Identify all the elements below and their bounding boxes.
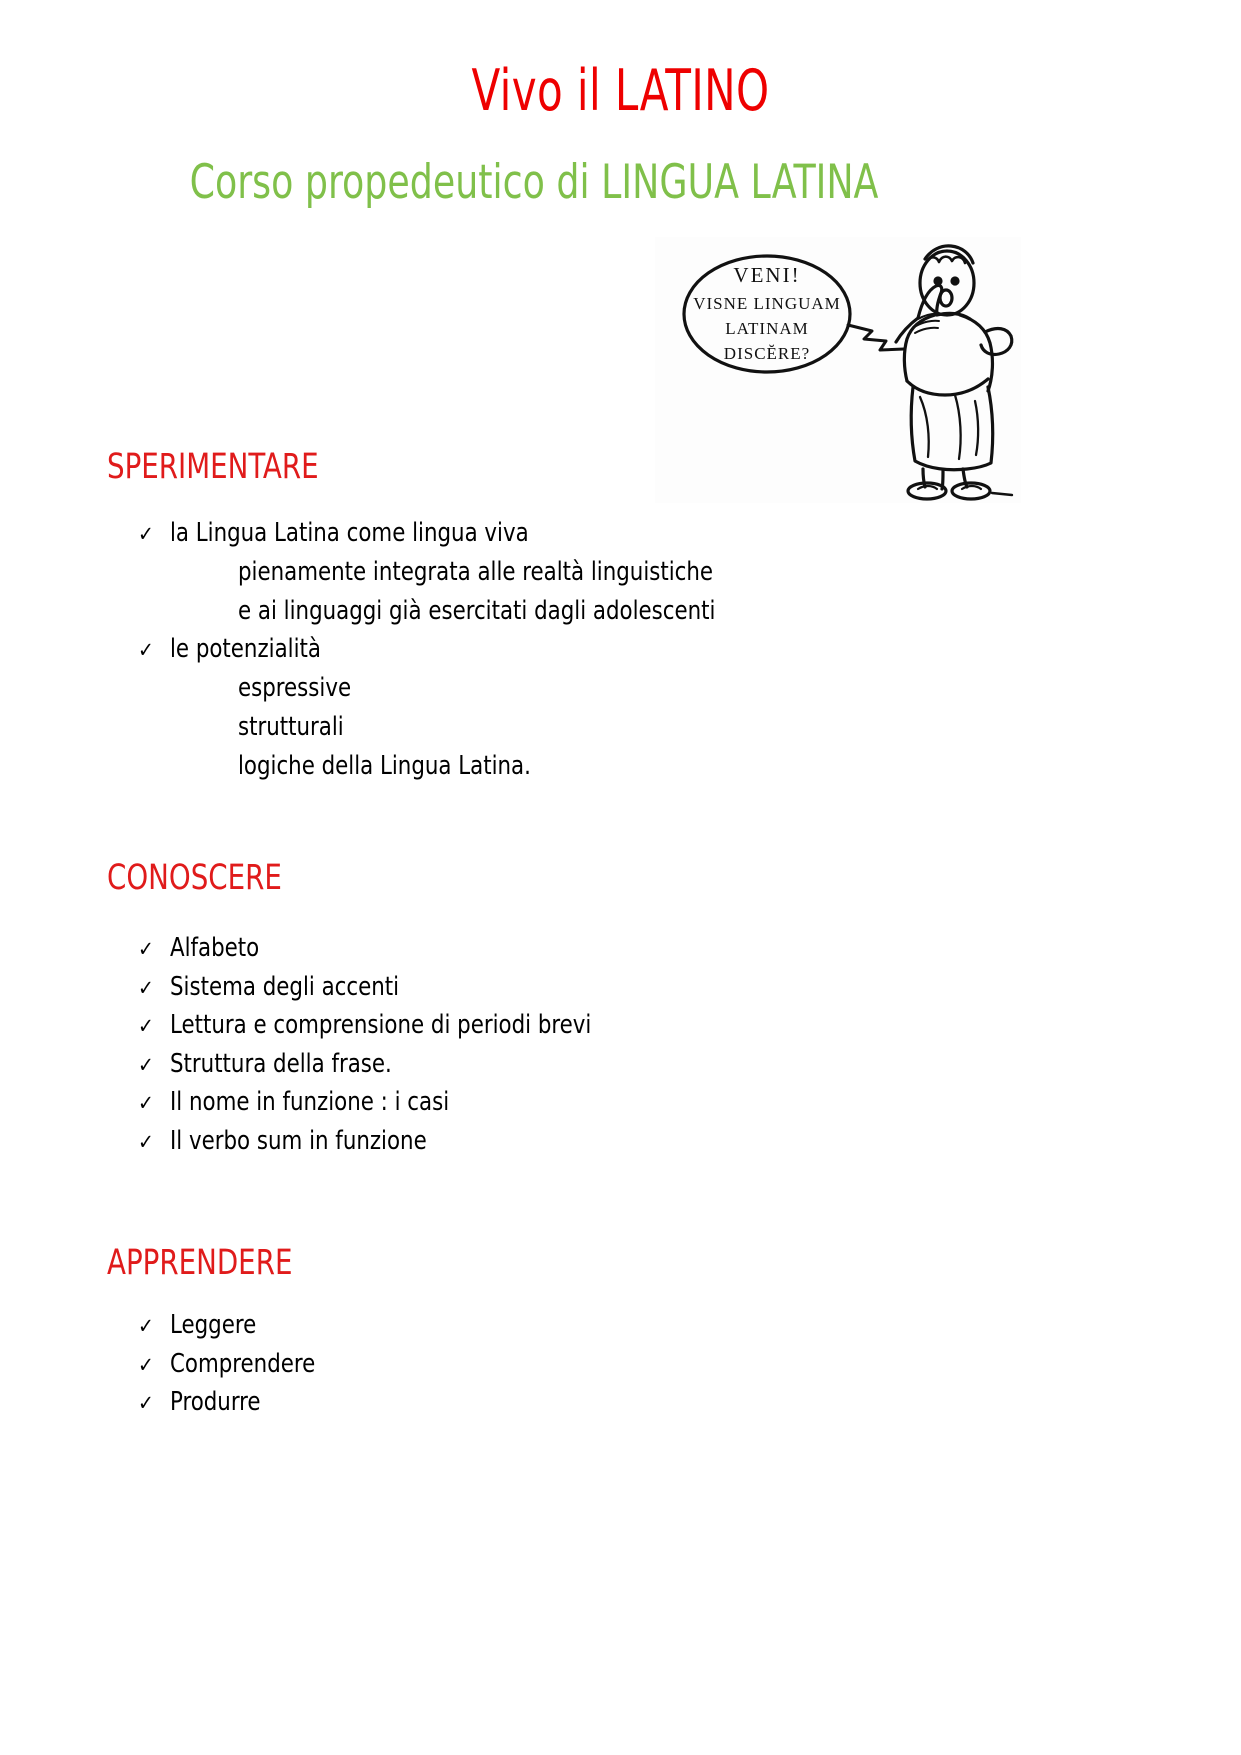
list-item xyxy=(138,1007,623,1046)
list-item xyxy=(138,1084,623,1123)
list-item-label: Il nome in funzione : i casi xyxy=(170,1087,450,1117)
section-title-apprendere: APPRENDERE xyxy=(107,1243,293,1283)
list-item-label: Produrre xyxy=(170,1387,261,1417)
list-item-label: Lettura e comprensione di periodi brevi xyxy=(170,1010,592,1040)
check-icon: ✓ xyxy=(138,975,154,1000)
list-item-label: la Lingua Latina come lingua viva xyxy=(170,518,529,548)
check-icon: ✓ xyxy=(138,1091,154,1115)
list-item xyxy=(138,969,623,1008)
list-subitem xyxy=(138,553,751,592)
list-item xyxy=(138,631,751,669)
page-subtitle: Corso propedeutico di LINGUA LATINA xyxy=(189,155,879,210)
list-item-label: Alfabeto xyxy=(170,933,260,963)
speech-line-3: LATINAM xyxy=(725,319,809,338)
section-title-conoscere: CONOSCERE xyxy=(107,858,282,898)
check-icon: ✓ xyxy=(138,1314,154,1338)
list-item xyxy=(138,930,623,969)
list-subitem-label: espressive xyxy=(238,673,352,703)
check-icon: ✓ xyxy=(138,1052,154,1077)
check-icon: ✓ xyxy=(138,937,154,961)
page-title: Vivo il LATINO xyxy=(471,58,770,124)
list-item-label: Il verbo sum in funzione xyxy=(170,1125,427,1156)
list-item-label: Leggere xyxy=(170,1310,257,1340)
list-subitem xyxy=(138,708,751,747)
check-icon: ✓ xyxy=(138,1352,154,1377)
list-conoscere xyxy=(138,930,623,1161)
check-icon: ✓ xyxy=(138,1129,154,1154)
check-icon: ✓ xyxy=(138,1391,154,1415)
list-item-label: Struttura della frase. xyxy=(170,1048,392,1079)
speech-line-1: VENI! xyxy=(733,263,801,287)
list-item xyxy=(138,1307,326,1346)
list-item xyxy=(138,1123,623,1162)
section-title-sperimentare: SPERIMENTARE xyxy=(107,447,319,487)
check-icon: ✓ xyxy=(138,638,154,662)
check-icon: ✓ xyxy=(138,522,154,546)
speech-line-4: DISCĔRE? xyxy=(723,344,811,363)
list-subitem xyxy=(138,747,751,786)
list-subitem xyxy=(138,592,751,631)
speech-line-2: VISNE LINGUAM xyxy=(693,294,841,313)
list-item xyxy=(138,1046,623,1085)
list-item-label: le potenzialità xyxy=(170,634,321,664)
list-item xyxy=(138,515,751,553)
list-item xyxy=(138,1384,326,1423)
list-subitem xyxy=(138,669,751,708)
list-item-label: Comprendere xyxy=(170,1348,316,1379)
list-item-label: Sistema degli accenti xyxy=(170,971,400,1002)
list-subitem-label: strutturali xyxy=(238,712,344,742)
check-icon: ✓ xyxy=(138,1014,154,1038)
list-subitem-label: e ai linguaggi già esercitati dagli adolescenti xyxy=(238,596,716,626)
list-subitem-label: logiche della Lingua Latina. xyxy=(238,751,531,781)
roman-man-illustration xyxy=(655,237,1021,503)
list-subitem-label: pienamente integrata alle realtà linguistiche xyxy=(238,557,714,587)
list-item xyxy=(138,1346,326,1385)
list-apprendere xyxy=(138,1307,326,1423)
list-sperimentare xyxy=(138,515,751,786)
